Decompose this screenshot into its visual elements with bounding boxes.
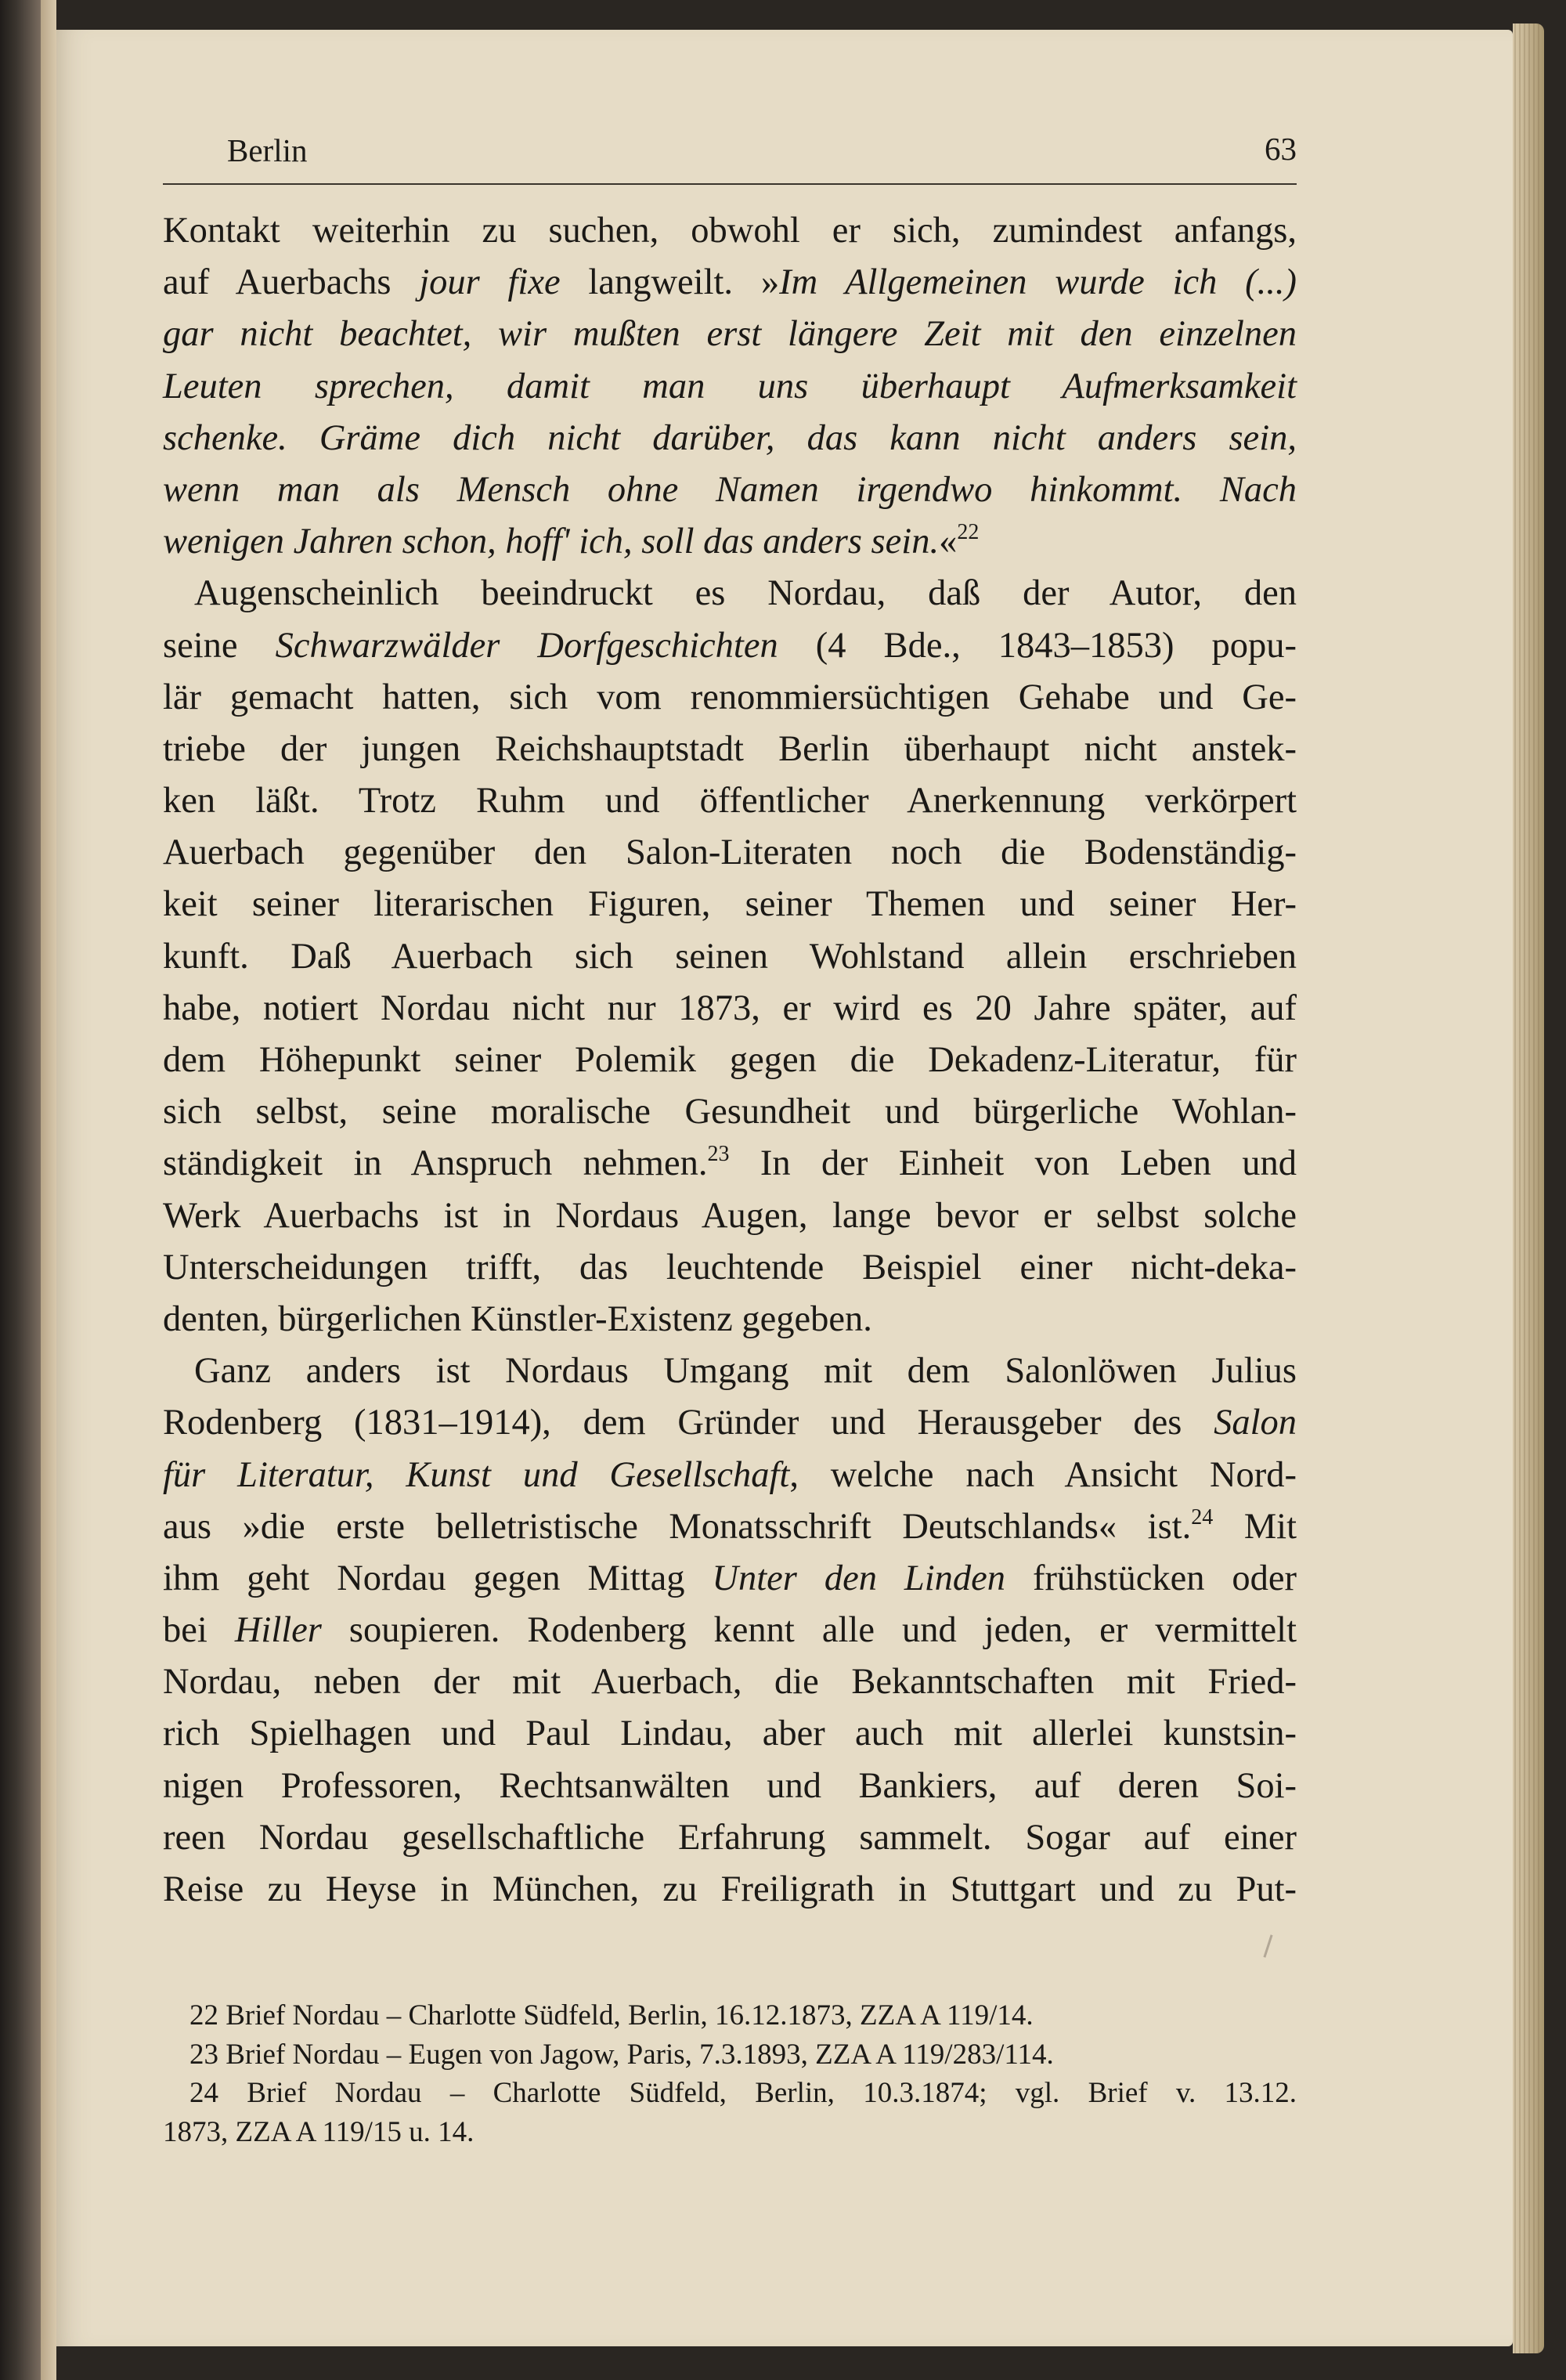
text-line: Augenscheinlich beeindruckt es Nordau, daß der Autor, den (194, 573, 1297, 614)
text-line: auf Auerbachs jour fixe langweilt. »Im Allgemeinen wurde ich (...) (163, 262, 1297, 303)
footnote: 22 Brief Nordau – Charlotte Südfeld, Berlin, 16.12.1873, ZZA A 119/14. (189, 1999, 1034, 2031)
text-line: Nordau, neben der mit Auerbach, die Bekanntschaften mit Fried- (163, 1662, 1297, 1703)
text-line: dem Höhepunkt seiner Polemik gegen die Dekadenz-Literatur, für (163, 1040, 1297, 1080)
text-line: nigen Professoren, Rechtsanwälten und Bankiers, auf deren Soi- (163, 1765, 1297, 1806)
text-line: ken läßt. Trotz Ruhm und öffentlicher Anerkennung verkörpert (163, 781, 1297, 822)
footnote: 24 Brief Nordau – Charlotte Südfeld, Berlin, 10.3.1874; vgl. Brief v. 13.12. (189, 2077, 1297, 2109)
text-line: reen Nordau gesellschaftliche Erfahrung sammelt. Sogar auf einer (163, 1817, 1297, 1858)
text-line: habe, notiert Nordau nicht nur 1873, er wird es 20 Jahre später, auf (163, 988, 1297, 1028)
text-line: lär gemacht hatten, sich vom renommiersüchtigen Gehabe und Ge- (163, 677, 1297, 717)
header-rule (163, 183, 1297, 185)
text-line: Auerbach gegenüber den Salon-Literaten noch die Bodenständig- (163, 832, 1297, 873)
text-line: keit seiner literarischen Figuren, seiner Themen und seiner Her- (163, 884, 1297, 925)
body-text (163, 205, 1297, 1916)
page-number: 63 (1265, 131, 1297, 167)
running-head: Berlin (227, 132, 308, 168)
text-line: Leuten sprechen, damit man uns überhaupt Aufmerksamkeit (163, 366, 1297, 406)
text-line: wenigen Jahren schon, hoff' ich, soll das anders sein.«$^{22}$ (163, 520, 980, 562)
footnotes (163, 1996, 1297, 2151)
text-line: sich selbst, seine moralische Gesundheit und bürgerliche Wohlan- (163, 1092, 1297, 1132)
text-line: Ganz anders ist Nordaus Umgang mit dem Salonlöwen Julius (194, 1351, 1297, 1392)
text-line: denten, bürgerlichen Künstler-Existenz gegeben. (163, 1298, 872, 1339)
text-line: rich Spielhagen und Paul Lindau, aber auch mit allerlei kunstsin- (163, 1714, 1297, 1754)
text-line: ständigkeit in Anspruch nehmen.$^{23}$ In der Einheit von Leben und (163, 1142, 1297, 1184)
text-line: seine Schwarzwälder Dorfgeschichten (4 Bde., 1843–1853) popu- (163, 625, 1297, 666)
text-line: Rodenberg (1831–1914), dem Gründer und Herausgeber des Salon (163, 1403, 1297, 1443)
footnote: 23 Brief Nordau – Eugen von Jagow, Paris, 7.3.1893, ZZA A 119/283/114. (189, 2038, 1054, 2071)
text-line: wenn man als Mensch ohne Namen irgendwo hinkommt. Nach (163, 469, 1297, 510)
text-line: Werk Auerbachs ist in Nordaus Augen, lange bevor er selbst solche (163, 1195, 1297, 1236)
text-line: Unterscheidungen trifft, das leuchtende Beispiel einer nicht-deka- (163, 1247, 1297, 1288)
text-line: schenke. Gräme dich nicht darüber, das kann nicht anders sein, (163, 417, 1297, 458)
text-line: für Literatur, Kunst und Gesellschaft, welche nach Ansicht Nord- (163, 1454, 1297, 1495)
footnote-ref: 24 (1191, 1504, 1214, 1529)
text-line: gar nicht beachtet, wir mußten erst längere Zeit mit den einzelnen (163, 314, 1297, 355)
text-line: triebe der jungen Reichshauptstadt Berlin überhaupt nicht anstek- (163, 728, 1297, 769)
text-line: bei Hiller soupieren. Rodenberg kennt alle und jeden, er vermittelt (163, 1610, 1297, 1651)
footnote: 1873, ZZA A 119/15 u. 14. (163, 2115, 474, 2148)
text-line: kunft. Daß Auerbach sich seinen Wohlstand allein erschrieben (163, 936, 1297, 977)
page-stack-lines (1514, 23, 1541, 2353)
footnote-ref: 22 (957, 520, 980, 545)
book-spine-shadow (0, 0, 41, 2380)
text-line: Reise zu Heyse in München, zu Freiligrath in Stuttgart und zu Put- (163, 1869, 1297, 1909)
text-line: Kontakt weiterhin zu suchen, obwohl er sich, zumindest anfangs, (163, 211, 1297, 251)
text-line: ihm geht Nordau gegen Mittag Unter den Linden frühstücken oder (163, 1558, 1297, 1598)
text-line: aus »die erste belletristische Monatsschrift Deutschlands« ist.$^{24}$ Mit (163, 1504, 1297, 1547)
book-gutter (41, 0, 56, 2380)
footnote-ref: 23 (707, 1142, 730, 1167)
